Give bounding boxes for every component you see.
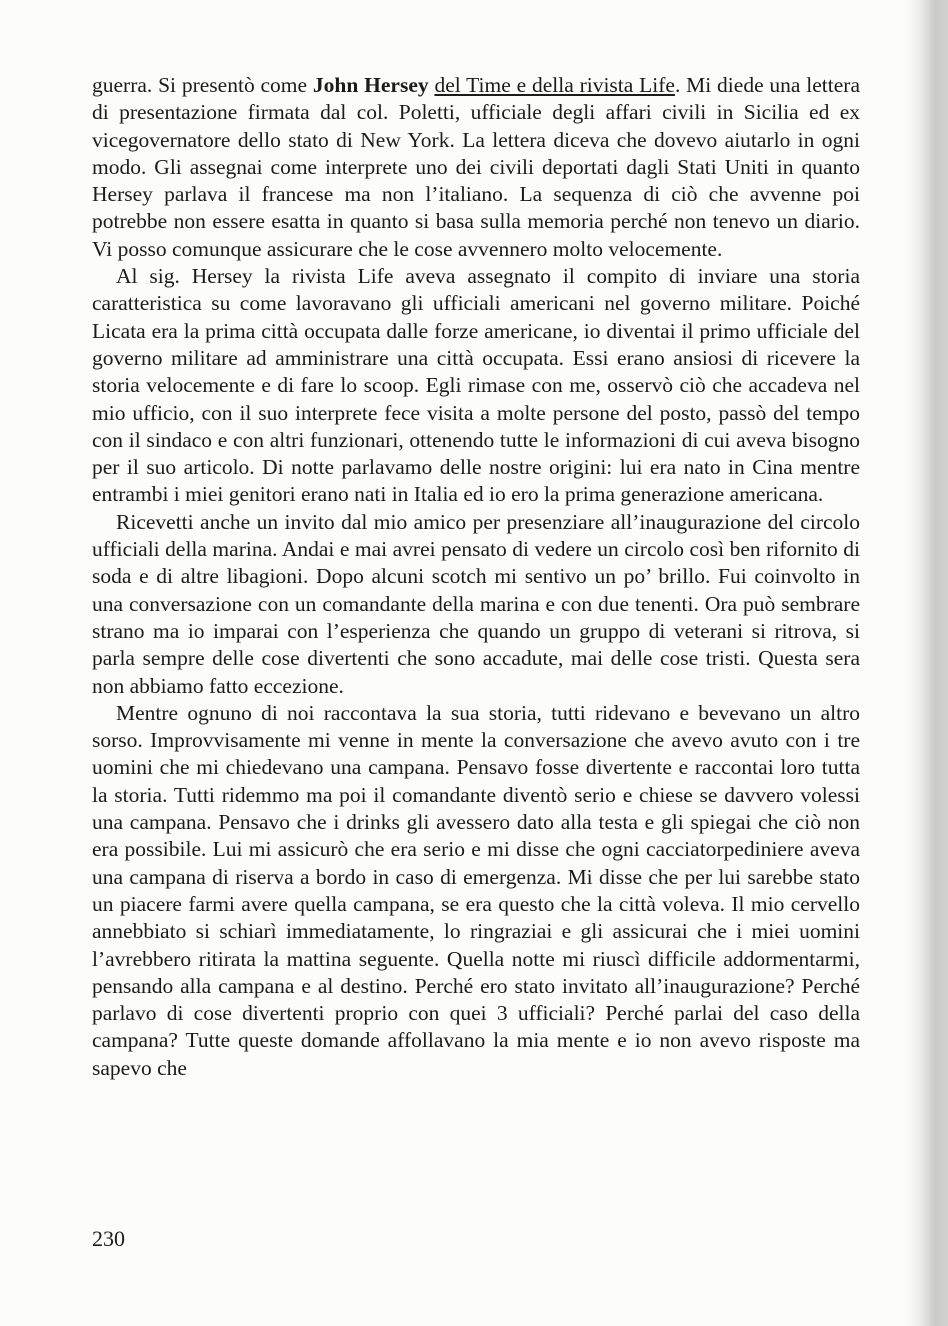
body-text: [92, 72, 860, 1082]
book-gutter-shadow: [906, 0, 948, 1326]
paragraph-1-lead: guerra. Si presentò come: [92, 73, 313, 97]
paragraph-2: Al sig. Hersey la rivista Life aveva assegnato il compito di inviare una storia caratteristica su come lavoravano gli ufficiali americani nel governo militare. Poiché Licata era la prima città occupata dalle forze americane, io diventai il primo ufficiale del governo militare ad amministrare una città occupata. Essi erano ansiosi di ricevere la storia velocemente e di fare lo scoop. Egli rimase con me, osservò ciò che accadeva nel mio ufficio, con il suo interprete fece visita a molte persone del posto, passò del tempo con il sindaco e con altri funzionari, ottenendo tutte le informazioni di cui aveva bisogno per il suo articolo. Di notte parlavamo delle nostre origini: lui era nato in Cina mentre entrambi i miei genitori erano nati in Italia ed io ero la prima generazione americana.: [92, 264, 860, 507]
page-number: 230: [92, 1226, 125, 1251]
paragraph-3: Ricevetti anche un invito dal mio amico per presenziare all’inaugurazione del circolo ufficiali della marina. Andai e mai avrei pensato di vedere un circolo così ben rifornito di soda e di altre libagioni. Dopo alcuni scotch mi sentivo un po’ brillo. Fui coinvolto in una conversazione con un comandante della marina e con due tenenti. Ora può sembrare strano ma io imparai con l’esperienza che quando un gruppo di veterani si ritrova, si parla sempre delle cose divertenti che sono accadute, mai delle cose tristi. Questa sera non abbiamo fatto eccezione.: [92, 509, 860, 698]
author-name: John Hersey: [312, 73, 429, 97]
paragraph-1-rest: . Mi diede una lettera di presentazione firmata dal col. Poletti, ufficiale degli affari civili in Sicilia ed ex vicegovernatore dello stato di New York. La lettera diceva che dovevo aiutarlo in ogni modo. Gli assegnai come interprete uno dei civili deportati dagli Stati Uniti in quanto Hersey parlava il francese ma non l’italiano. La sequenza di ciò che avvenne poi potrebbe non essere esatta in quanto si basa sulla memoria perché non tenevo un diario. Vi posso comunque assicurare che le cose avvennero molto velocemente.: [92, 73, 861, 261]
publication-reference: del Time e della rivista Life: [434, 73, 675, 97]
paragraph-1: [92, 72, 860, 263]
paragraph-4: Mentre ognuno di noi raccontava la sua storia, tutti ridevano e bevevano un altro sorso. Improvvisamente mi venne in mente la conversazione che avevo avuto con i tre uomini che mi chiedevano una campana. Pensavo fosse divertente e raccontai loro tutta la storia. Tutti ridemmo ma poi il comandante diventò serio e chiese se davvero volessi una campana. Pensavo che i drinks gli avessero dato alla testa e gli spiegai che ciò non era possibile. Lui mi assicurò che era serio e mi disse che ogni cacciatorpediniere aveva una campana di riserva a bordo in caso di emergenza. Mi disse che per lui sarebbe stato un piacere farmi avere quella campana, se era questo che la città voleva. Il mio cervello annebbiato si schiarì immediatamente, lo ringraziai e gli assicurai che i miei uomini l’avrebbero ritirata la mattina seguente. Quella notte mi riuscì difficile addormentarmi, pensando alla campana e al destino. Perché ero stato invitato all’inaugurazione? Perché parlavo di cose divertenti proprio con quei 3 ufficiali? Perché parlai del caso della campana? Tutte queste domande affollavano la mia mente e io non avevo risposte ma sapevo che: [92, 700, 860, 1080]
